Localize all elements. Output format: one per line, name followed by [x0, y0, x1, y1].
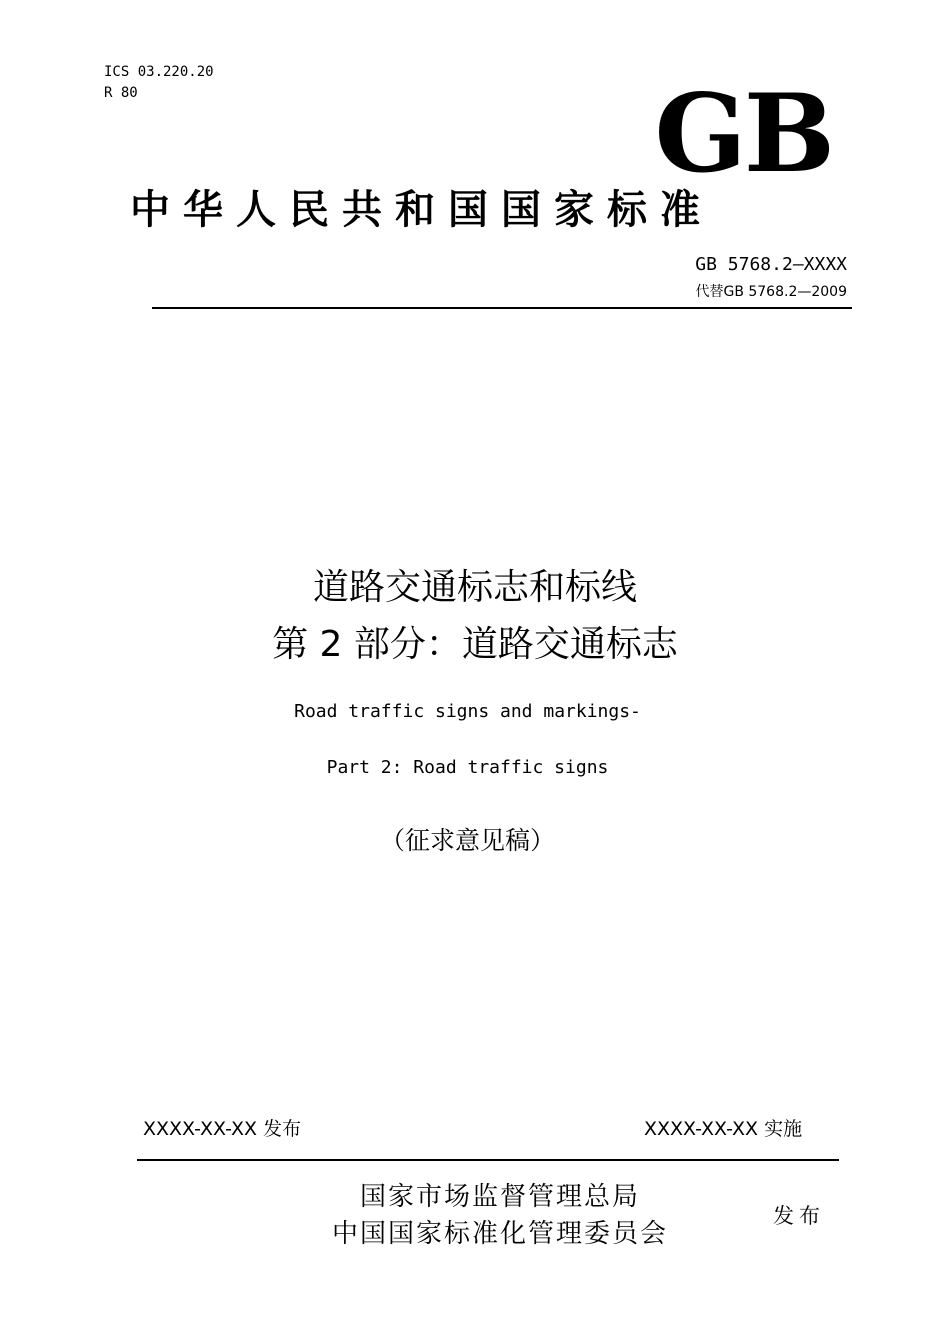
national-standard-title: 中华人民共和国国家标准	[130, 186, 713, 233]
gb-logo: GB	[654, 71, 832, 197]
ics-code: ICS 03.220.20	[104, 64, 214, 80]
title-cn-part: 第 2 部分：道路交通标志	[272, 624, 678, 665]
title-en-main: Road traffic signs and markings-	[294, 701, 641, 722]
implement-date: XXXX-XX-XX 实施	[644, 1118, 803, 1140]
title-en-part: Part 2: Road traffic signs	[326, 757, 609, 778]
replaces-standard: 代替GB 5768.2—2009	[695, 284, 847, 300]
header-divider	[152, 307, 852, 309]
footer-divider	[137, 1159, 839, 1161]
standard-number: GB 5768.2—XXXX	[695, 254, 847, 275]
issue-label: 发布	[773, 1204, 825, 1228]
draft-status: （征求意见稿）	[379, 826, 555, 855]
publish-date: XXXX-XX-XX 发布	[143, 1118, 302, 1140]
title-cn-main: 道路交通标志和标线	[312, 567, 637, 608]
issuer-samr: 国家市场监督管理总局	[359, 1182, 640, 1212]
classification-code: R 80	[104, 85, 138, 101]
issuer-sac: 中国国家标准化管理委员会	[331, 1219, 668, 1249]
